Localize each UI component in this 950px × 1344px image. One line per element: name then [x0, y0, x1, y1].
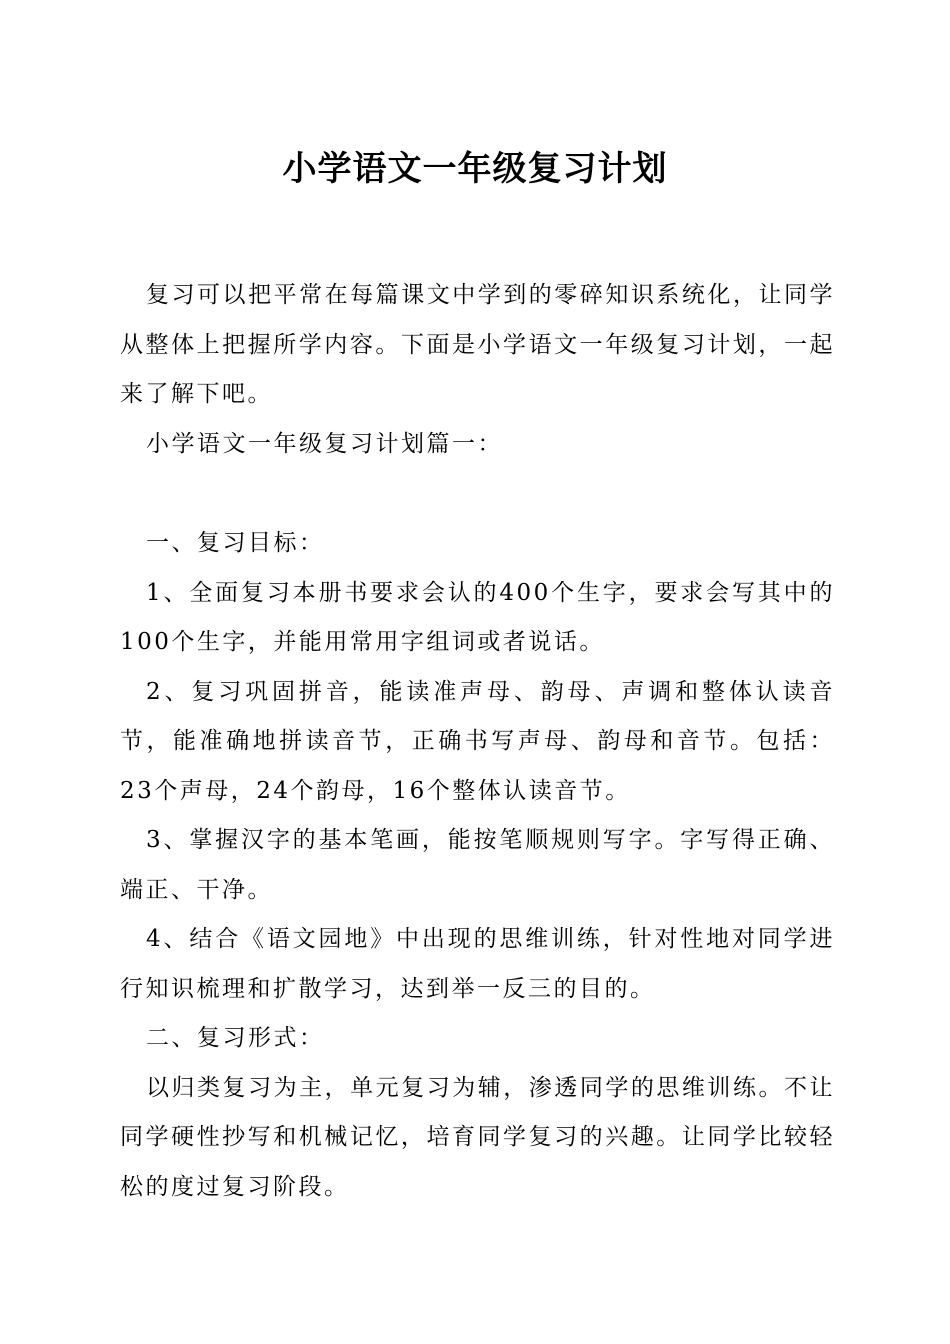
section-heading-part-one: 小学语文一年级复习计划篇一： [146, 430, 503, 457]
document-title: 小学语文一年级复习计划 [282, 149, 668, 189]
format-paragraph: 以归类复习为主，单元复习为辅，渗透同学的思维训练。不让同学硬性抄写和机械记忆，培育同学复习的兴趣。让同学比较轻松的度过复习阶段。 [120, 1074, 835, 1200]
blank-line [120, 469, 835, 519]
document-body [120, 271, 835, 1212]
heading-review-goals: 一、复习目标： [146, 530, 325, 556]
goal-item-4: 4、结合《语文园地》中出现的思维训练，针对性地对同学进行知识梳理和扩散学习，达到举一反三的目的。 [120, 926, 835, 1002]
intro-paragraph: 复习可以把平常在每篇课文中学到的零碎知识系统化，让同学从整体上把握所学内容。下面是小学语文一年级复习计划，一起来了解下吧。 [120, 282, 835, 407]
goal-item-1: 1、全面复习本册书要求会认的400个生字，要求会写其中的100个生字，并能用常用字组词或者说话。 [120, 579, 835, 655]
goal-item-2: 2、复习巩固拼音，能读准声母、韵母、声调和整体认读音节，能准确地拼读音节，正确书写声母、韵母和音节。包括：23个声母，24个韵母，16个整体认读音节。 [120, 678, 835, 804]
goal-item-3: 3、掌握汉字的基本笔画，能按笔顺规则写字。字写得正确、端正、干净。 [120, 827, 835, 903]
heading-review-format: 二、复习形式： [146, 1025, 325, 1051]
